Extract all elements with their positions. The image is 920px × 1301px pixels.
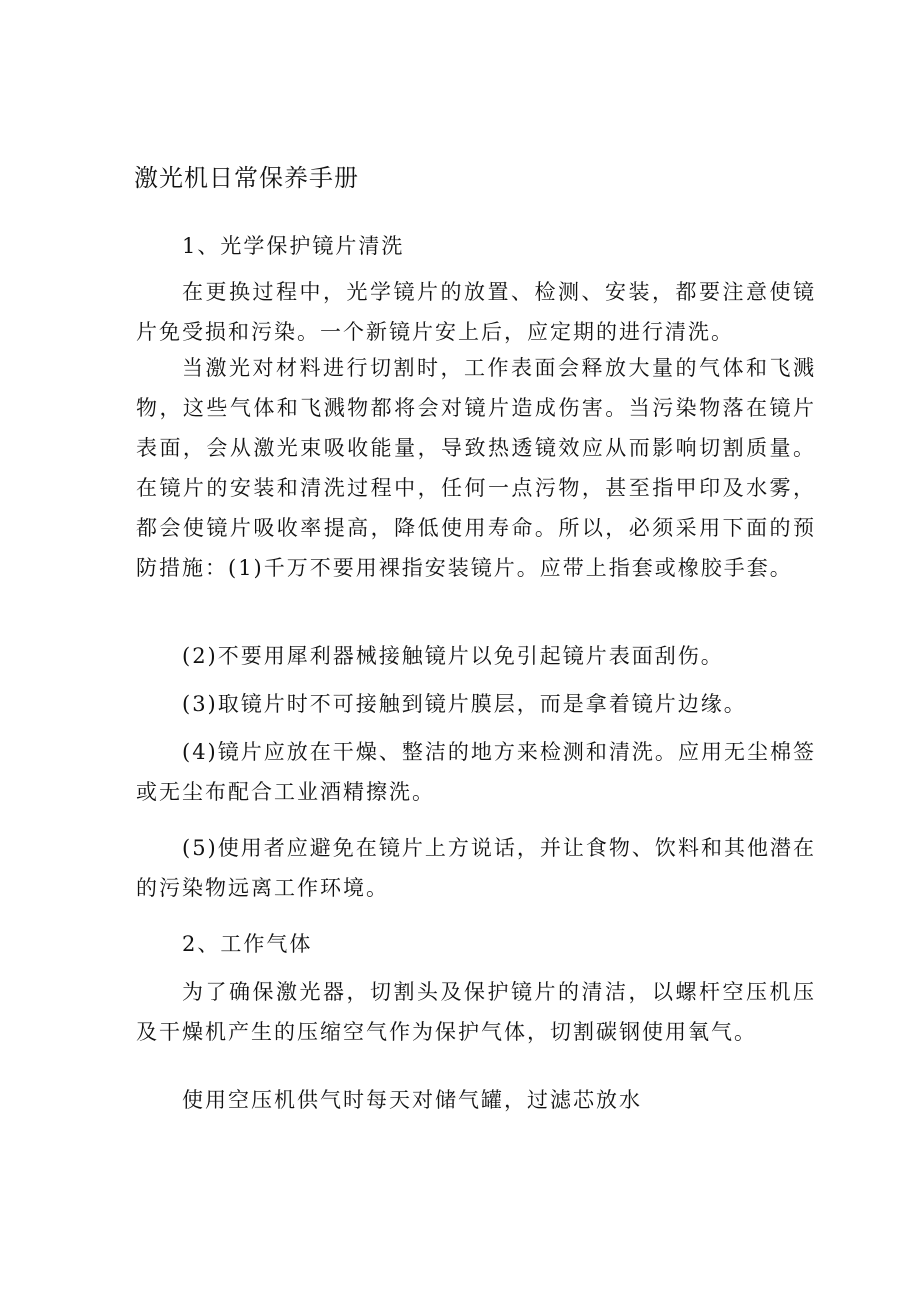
paragraph-cutting-contamination: 当激光对材料进行切割时，工作表面会释放大量的气体和飞溅物，这些气体和飞溅物都将会对镜片造成伤害。当污染物落在镜片表面，会从激光束吸收能量，导致热透镜效应从而影响切割质量。在镜片的安装和清洗过程中，任何一点污物，甚至指甲印及水雾，都会使镜片吸收率提高，降低使用寿命。所以，必须采用下面的预防措施：(1)千万不要用裸指安装镜片。应带上指套或橡胶手套。 — [136, 356, 816, 580]
paragraph-precaution-4: (4)镜片应放在干燥、整洁的地方来检测和清洗。应用无尘棉签或无尘布配合工业酒精擦洗。 — [136, 740, 816, 804]
document-title: 激光机日常保养手册 — [134, 164, 359, 192]
section-heading-working-gas: 2、工作气体 — [182, 932, 313, 956]
paragraph-protective-gas: 为了确保激光器，切割头及保护镜片的清洁，以螺杆空压机压及干燥机产生的压缩空气作为保护气体，切割碳钢使用氧气。 — [136, 980, 816, 1044]
paragraph-precaution-3: (3)取镜片时不可接触到镜片膜层，而是拿着镜片边缘。 — [182, 692, 747, 716]
section-heading-lens-cleaning: 1、光学保护镜片清洗 — [182, 234, 405, 258]
paragraph-air-compressor: 使用空压机供气时每天对储气罐，过滤芯放水 — [182, 1088, 642, 1112]
paragraph-precaution-5: (5)使用者应避免在镜片上方说话，并让食物、饮料和其他潜在的污染物远离工作环境。 — [136, 836, 816, 900]
paragraph-lens-replacement: 在更换过程中，光学镜片的放置、检测、安装，都要注意使镜片免受损和污染。一个新镜片安上后，应定期的进行清洗。 — [136, 280, 816, 344]
paragraph-precaution-2: (2)不要用犀利器械接触镜片以免引起镜片表面刮伤。 — [182, 644, 724, 668]
